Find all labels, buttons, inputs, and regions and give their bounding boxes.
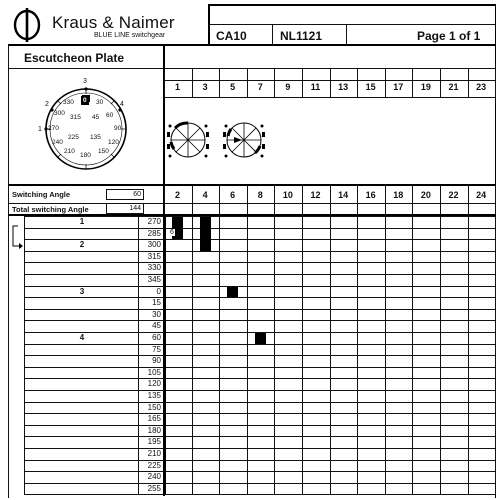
terminal-top-9: 9 xyxy=(285,82,291,92)
terminal-top-7: 7 xyxy=(257,82,263,92)
terminal-bottom-18: 18 xyxy=(393,190,404,200)
escutcheon-dial xyxy=(30,76,152,188)
terminal-bottom-24: 24 xyxy=(476,190,487,200)
dial-label: 120 xyxy=(108,139,119,146)
total-switching-angle-label: Total switching Angle xyxy=(12,205,89,214)
angle-row-label: 300 xyxy=(147,240,161,250)
terminal-top-15: 15 xyxy=(365,82,376,92)
angle-row-label: 345 xyxy=(147,275,161,284)
dial-position-1: 1 xyxy=(38,126,42,133)
terminal-top-17: 17 xyxy=(393,82,404,92)
angle-row-label: 135 xyxy=(147,391,161,400)
angle-row-label: 15 xyxy=(152,298,161,308)
contact-closed-mark-6 xyxy=(227,287,238,298)
switch-position-4: 4 xyxy=(79,333,85,342)
switching-angle-value: 60 xyxy=(106,189,144,200)
dial-label: 30 xyxy=(96,99,104,106)
contact-diagram-1 xyxy=(166,116,210,164)
dial-label: 240 xyxy=(52,139,63,146)
drawing-sheet xyxy=(8,4,496,498)
dial-label: 135 xyxy=(90,134,101,141)
dial-label: 270 xyxy=(48,125,59,132)
dial-label: 60 xyxy=(106,112,114,119)
terminal-bottom-12: 12 xyxy=(310,190,321,200)
switching-angle-label: Switching Angle xyxy=(12,190,71,199)
angle-row-label: 315 xyxy=(147,251,161,261)
rotation-bracket-icon xyxy=(10,224,24,254)
switch-position-2: 2 xyxy=(79,240,85,250)
contact-closed-mark-8 xyxy=(255,333,266,344)
angle-row-label: 165 xyxy=(147,414,161,424)
terminal-bottom-16: 16 xyxy=(365,190,376,200)
terminal-top-13: 13 xyxy=(338,82,349,92)
angle-row-label: 180 xyxy=(147,425,161,435)
dial-position-3: 3 xyxy=(83,78,87,85)
contact-closed-mark-4 xyxy=(200,217,211,251)
terminal-top-21: 21 xyxy=(448,82,459,92)
terminal-top-1: 1 xyxy=(174,82,180,92)
brand-name: Kraus & Naimer xyxy=(52,13,175,32)
switch-position-3: 3 xyxy=(79,286,85,296)
brand-tagline: BLUE LINE switchgear xyxy=(94,32,166,39)
terminal-bottom-6: 6 xyxy=(230,190,236,200)
angle-row-label: 270 xyxy=(147,217,161,226)
terminal-top-23: 23 xyxy=(476,82,487,92)
page-indicator: Page 1 of 1 xyxy=(417,29,481,43)
angle-row-label: 150 xyxy=(147,402,161,412)
angle-row-label: 90 xyxy=(152,356,161,366)
angle-row-label: 210 xyxy=(147,449,161,458)
angle-row-label: 60 xyxy=(152,333,161,342)
terminal-top-5: 5 xyxy=(230,82,236,92)
terminal-bottom-4: 4 xyxy=(202,190,208,200)
terminal-top-3: 3 xyxy=(202,82,208,92)
terminal-bottom-14: 14 xyxy=(338,190,349,200)
dial-label: 330 xyxy=(63,99,74,106)
dial-label: 210 xyxy=(64,148,75,155)
angle-row-label: 105 xyxy=(147,367,161,377)
angle-row-label: 240 xyxy=(147,472,161,482)
dial-label-highlight: 0 xyxy=(83,97,87,104)
terminal-bottom-22: 22 xyxy=(448,190,459,200)
angle-row-label: 120 xyxy=(147,379,161,389)
angle-row-label: 45 xyxy=(152,321,161,331)
terminal-bottom-2: 2 xyxy=(174,190,180,200)
dial-label: 225 xyxy=(68,134,79,141)
angle-row-label: 195 xyxy=(147,437,161,447)
dial-position-2: 2 xyxy=(45,101,49,108)
dial-label: 45 xyxy=(92,114,100,121)
contact-note: 6 xyxy=(170,228,174,236)
angle-row-label: 0 xyxy=(156,286,161,296)
escutcheon-title: Escutcheon Plate xyxy=(24,51,125,65)
terminal-top-11: 11 xyxy=(310,82,321,92)
terminal-bottom-20: 20 xyxy=(420,190,431,200)
dial-position-4: 4 xyxy=(120,101,124,108)
angle-row-label: 330 xyxy=(147,263,161,273)
dial-label: 180 xyxy=(80,152,91,159)
dial-label: 90 xyxy=(114,125,122,132)
angle-row-label: 225 xyxy=(147,460,161,470)
angle-row-label: 285 xyxy=(147,228,161,238)
terminal-bottom-8: 8 xyxy=(257,190,263,200)
document-code: NL1121 xyxy=(280,29,323,43)
brand-logo xyxy=(10,8,50,42)
angle-row-label: 30 xyxy=(152,309,161,319)
angle-row-label: 255 xyxy=(147,483,161,493)
dial-label: 300 xyxy=(54,110,65,117)
series-code: CA10 xyxy=(216,29,247,43)
contact-diagram-2 xyxy=(222,116,266,164)
terminal-bottom-10: 10 xyxy=(282,190,293,200)
angle-row-label: 75 xyxy=(152,344,161,354)
switch-position-1: 1 xyxy=(79,217,85,226)
dial-label: 150 xyxy=(98,148,109,155)
terminal-top-19: 19 xyxy=(420,82,431,92)
dial-label: 315 xyxy=(70,114,81,121)
total-switching-angle-value: 144 xyxy=(106,203,144,214)
